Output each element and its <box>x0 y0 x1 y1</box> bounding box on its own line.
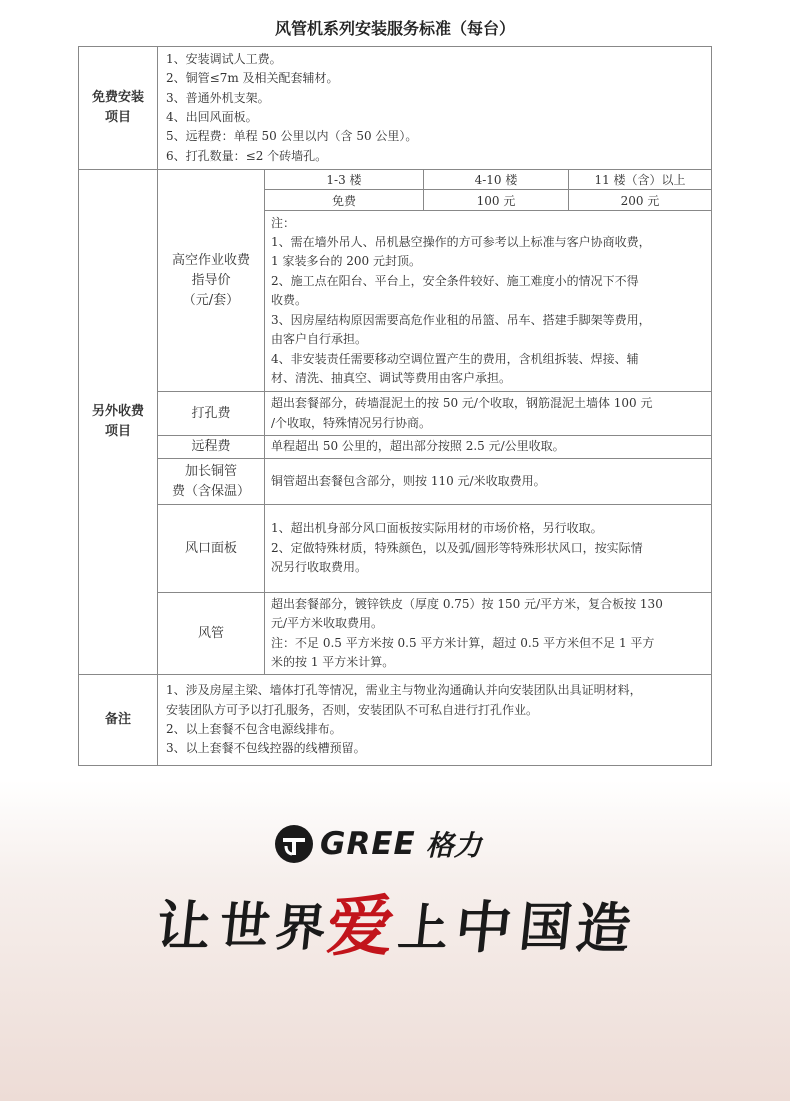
pipe-fee-text: 铜管超出套餐包含部分，则按 110 元/米收取费用。 <box>264 458 712 505</box>
floor-header-2: 4-10 楼 <box>423 169 569 190</box>
drilling-fee-label: 打孔费 <box>157 391 265 436</box>
pipe-fee-label: 加长铜管 费（含保温） <box>157 458 265 505</box>
vent-panel-text: 1、超出机身部分风口面板按实际用材的市场价格，另行收取。 2、定做特殊材质，特殊颜色，以及弧/圆形等特殊形状风口，按实际情 况另行收取费用。 <box>264 504 712 593</box>
slogan-char-highlight: 爱 <box>323 887 398 965</box>
floor-price-2: 100 元 <box>423 189 569 211</box>
drilling-fee-text: 超出套餐部分，砖墙混泥土的按 50 元/个收取，钢筋混泥土墙体 100 元 /个收取，特殊情况另行协商。 <box>264 391 712 436</box>
page-title: 风管机系列安装服务标准（每台） <box>274 19 515 38</box>
distance-fee-label: 远程费 <box>157 435 265 459</box>
list-item: 5、远程费：单程 50 公里以内（含 50 公里）。 <box>166 129 418 144</box>
slogan-char: 中 <box>452 895 515 961</box>
aerial-work-notes: 注： 1、需在墙外吊人、吊机悬空操作的方可参考以上标准与客户协商收费， 1 家装多台的 200 元封顶。 2、施工点在阳台、平台上，安全条件较好、施工难度小的情况下不得 收费。 3、因房屋结构原因需要高危作业租的吊篮、吊车、搭建手脚架等费用， 由客户自行承担。 4、非安装责任需要移动空调位置产生的费用，含机组拆装、焊接、辅 材、清洗、抽真空、调试等费用由客户承担。 <box>264 210 712 392</box>
duct-label: 风管 <box>157 592 265 675</box>
gree-logo-en: GREE <box>320 826 416 862</box>
floor-price-3: 200 元 <box>568 189 712 211</box>
slogan-char: 造 <box>573 896 634 960</box>
vent-panel-label: 风口面板 <box>157 504 265 593</box>
remarks-text: 1、涉及房屋主梁、墙体打孔等情况，需业主与物业沟通确认并向安装团队出具证明材料， 安装团队方可予以打孔服务，否则，安装团队不可私自进行打孔作业。 2、以上套餐不包含电源线排布。 3、以上套餐不包线控器的线槽预留。 <box>157 674 712 766</box>
slogan <box>153 885 635 965</box>
gree-logo-cn: 格力 <box>425 829 482 862</box>
list-item: 2、铜管≤7m 及相关配套辅材。 <box>166 71 339 86</box>
gree-logo <box>274 824 482 864</box>
list-item: 1、安装调试人工费。 <box>166 51 282 66</box>
list-item: 3、普通外机支架。 <box>166 90 270 105</box>
slogan-char: 上 <box>395 898 452 957</box>
floor-header-1: 1-3 楼 <box>264 169 424 190</box>
extra-charges-label: 另外收费 项目 <box>78 169 158 675</box>
free-items-label: 免费安装 项目 <box>78 46 158 170</box>
free-items-list <box>157 46 712 170</box>
slogan-char: 让 <box>153 894 215 958</box>
slogan-char: 国 <box>516 897 575 958</box>
slogan-char: 世 <box>216 896 273 955</box>
gree-emblem-icon <box>274 824 314 864</box>
list-item: 4、出回风面板。 <box>166 110 258 124</box>
duct-text: 超出套餐部分，镀锌铁皮（厚度 0.75）按 150 元/平方米，复合板按 130 元/平方米收取费用。 注：不足 0.5 平方米按 0.5 平方米计算，超过 0.5 平方米但不足 1 平方 米的按 1 平方米计算。 <box>264 592 712 675</box>
slogan-char: 界 <box>272 898 329 957</box>
floor-price-1: 免费 <box>264 189 424 211</box>
floor-header-3: 11 楼（含）以上 <box>568 169 712 190</box>
distance-fee-text: 单程超出 50 公里的，超出部分按照 2.5 元/公里收取。 <box>264 435 712 459</box>
aerial-work-label: 高空作业收费 指导价 （元/套） <box>157 169 265 392</box>
remarks-label: 备注 <box>78 674 158 766</box>
list-item: 6、打孔数量：≤2 个砖墙孔。 <box>166 148 328 163</box>
